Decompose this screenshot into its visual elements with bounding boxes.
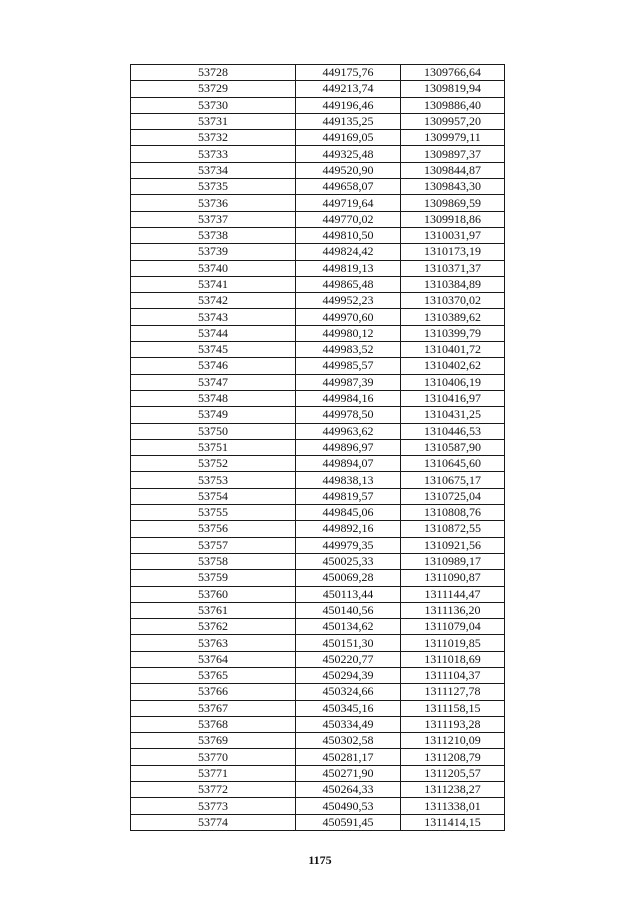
point-number-cell: 53742 (131, 293, 296, 309)
y-coordinate-cell: 1310645,60 (401, 456, 505, 472)
x-coordinate-cell: 449135,25 (296, 113, 401, 129)
y-coordinate-cell: 1310406,19 (401, 374, 505, 390)
point-number-cell: 53753 (131, 472, 296, 488)
point-number-cell: 53744 (131, 325, 296, 341)
point-number-cell: 53734 (131, 162, 296, 178)
y-coordinate-cell: 1311208,79 (401, 749, 505, 765)
point-number-cell: 53767 (131, 700, 296, 716)
table-row (131, 113, 505, 129)
table-row (131, 570, 505, 586)
point-number-cell: 53743 (131, 309, 296, 325)
point-number-cell: 53745 (131, 342, 296, 358)
x-coordinate-cell: 449169,05 (296, 130, 401, 146)
point-number-cell: 53762 (131, 619, 296, 635)
table-row (131, 358, 505, 374)
x-coordinate-cell: 450490,53 (296, 798, 401, 814)
point-number-cell: 53773 (131, 798, 296, 814)
y-coordinate-cell: 1311104,37 (401, 667, 505, 683)
point-number-cell: 53766 (131, 684, 296, 700)
y-coordinate-cell: 1311019,85 (401, 635, 505, 651)
point-number-cell: 53761 (131, 602, 296, 618)
y-coordinate-cell: 1310725,04 (401, 488, 505, 504)
table-row (131, 162, 505, 178)
point-number-cell: 53731 (131, 113, 296, 129)
y-coordinate-cell: 1309918,86 (401, 211, 505, 227)
point-number-cell: 53770 (131, 749, 296, 765)
point-number-cell: 53735 (131, 179, 296, 195)
table-row (131, 309, 505, 325)
point-number-cell: 53729 (131, 81, 296, 97)
x-coordinate-cell: 450220,77 (296, 651, 401, 667)
point-number-cell: 53738 (131, 227, 296, 243)
table-row (131, 325, 505, 341)
point-number-cell: 53755 (131, 505, 296, 521)
y-coordinate-cell: 1310384,89 (401, 276, 505, 292)
x-coordinate-cell: 450271,90 (296, 765, 401, 781)
point-number-cell: 53764 (131, 651, 296, 667)
table-row (131, 211, 505, 227)
x-coordinate-cell: 450264,33 (296, 782, 401, 798)
x-coordinate-cell: 449963,62 (296, 423, 401, 439)
point-number-cell: 53774 (131, 814, 296, 830)
y-coordinate-cell: 1309843,30 (401, 179, 505, 195)
table-row (131, 651, 505, 667)
table-row (131, 667, 505, 683)
table-row (131, 244, 505, 260)
y-coordinate-cell: 1310872,55 (401, 521, 505, 537)
table-row (131, 488, 505, 504)
table-row (131, 423, 505, 439)
y-coordinate-cell: 1310921,56 (401, 537, 505, 553)
table-row (131, 439, 505, 455)
y-coordinate-cell: 1310431,25 (401, 407, 505, 423)
point-number-cell: 53750 (131, 423, 296, 439)
point-number-cell: 53741 (131, 276, 296, 292)
y-coordinate-cell: 1310401,72 (401, 342, 505, 358)
x-coordinate-cell: 450113,44 (296, 586, 401, 602)
table-row (131, 130, 505, 146)
y-coordinate-cell: 1310675,17 (401, 472, 505, 488)
y-coordinate-cell: 1310808,76 (401, 505, 505, 521)
point-number-cell: 53756 (131, 521, 296, 537)
y-coordinate-cell: 1310173,19 (401, 244, 505, 260)
x-coordinate-cell: 449896,97 (296, 439, 401, 455)
table-row (131, 521, 505, 537)
table-row (131, 472, 505, 488)
y-coordinate-cell: 1311144,47 (401, 586, 505, 602)
x-coordinate-cell: 450294,39 (296, 667, 401, 683)
table-row (131, 782, 505, 798)
y-coordinate-cell: 1311238,27 (401, 782, 505, 798)
y-coordinate-cell: 1311018,69 (401, 651, 505, 667)
point-number-cell: 53760 (131, 586, 296, 602)
point-number-cell: 53758 (131, 553, 296, 569)
coordinates-table-body (131, 65, 505, 831)
y-coordinate-cell: 1309897,37 (401, 146, 505, 162)
point-number-cell: 53754 (131, 488, 296, 504)
y-coordinate-cell: 1309886,40 (401, 97, 505, 113)
x-coordinate-cell: 449979,35 (296, 537, 401, 553)
table-row (131, 700, 505, 716)
x-coordinate-cell: 450140,56 (296, 602, 401, 618)
x-coordinate-cell: 450345,16 (296, 700, 401, 716)
x-coordinate-cell: 449213,74 (296, 81, 401, 97)
y-coordinate-cell: 1309979,11 (401, 130, 505, 146)
y-coordinate-cell: 1309819,94 (401, 81, 505, 97)
point-number-cell: 53728 (131, 65, 296, 81)
table-row (131, 260, 505, 276)
x-coordinate-cell: 450025,33 (296, 553, 401, 569)
table-row (131, 635, 505, 651)
y-coordinate-cell: 1310416,97 (401, 390, 505, 406)
point-number-cell: 53740 (131, 260, 296, 276)
x-coordinate-cell: 449719,64 (296, 195, 401, 211)
point-number-cell: 53749 (131, 407, 296, 423)
table-row (131, 276, 505, 292)
table-row (131, 342, 505, 358)
table-row (131, 195, 505, 211)
x-coordinate-cell: 449845,06 (296, 505, 401, 521)
y-coordinate-cell: 1309869,59 (401, 195, 505, 211)
point-number-cell: 53739 (131, 244, 296, 260)
y-coordinate-cell: 1311193,28 (401, 716, 505, 732)
page-number: 1175 (308, 853, 332, 867)
table-row (131, 798, 505, 814)
x-coordinate-cell: 450591,45 (296, 814, 401, 830)
x-coordinate-cell: 450134,62 (296, 619, 401, 635)
x-coordinate-cell: 449980,12 (296, 325, 401, 341)
x-coordinate-cell: 449983,52 (296, 342, 401, 358)
point-number-cell: 53765 (131, 667, 296, 683)
table-row (131, 602, 505, 618)
x-coordinate-cell: 449865,48 (296, 276, 401, 292)
y-coordinate-cell: 1310031,97 (401, 227, 505, 243)
point-number-cell: 53757 (131, 537, 296, 553)
x-coordinate-cell: 449892,16 (296, 521, 401, 537)
y-coordinate-cell: 1310389,62 (401, 309, 505, 325)
table-row (131, 81, 505, 97)
y-coordinate-cell: 1311090,87 (401, 570, 505, 586)
y-coordinate-cell: 1311205,57 (401, 765, 505, 781)
table-row (131, 146, 505, 162)
point-number-cell: 53748 (131, 390, 296, 406)
x-coordinate-cell: 449952,23 (296, 293, 401, 309)
x-coordinate-cell: 449770,02 (296, 211, 401, 227)
point-number-cell: 53730 (131, 97, 296, 113)
table-row (131, 537, 505, 553)
table-row (131, 619, 505, 635)
point-number-cell: 53759 (131, 570, 296, 586)
point-number-cell: 53747 (131, 374, 296, 390)
table-row (131, 390, 505, 406)
x-coordinate-cell: 450302,58 (296, 733, 401, 749)
point-number-cell: 53771 (131, 765, 296, 781)
point-number-cell: 53737 (131, 211, 296, 227)
x-coordinate-cell: 450281,17 (296, 749, 401, 765)
y-coordinate-cell: 1310399,79 (401, 325, 505, 341)
x-coordinate-cell: 449658,07 (296, 179, 401, 195)
x-coordinate-cell: 449520,90 (296, 162, 401, 178)
y-coordinate-cell: 1311210,09 (401, 733, 505, 749)
y-coordinate-cell: 1311338,01 (401, 798, 505, 814)
point-number-cell: 53736 (131, 195, 296, 211)
table-row (131, 716, 505, 732)
x-coordinate-cell: 449984,16 (296, 390, 401, 406)
point-number-cell: 53772 (131, 782, 296, 798)
point-number-cell: 53751 (131, 439, 296, 455)
point-number-cell: 53746 (131, 358, 296, 374)
x-coordinate-cell: 449175,76 (296, 65, 401, 81)
table-row (131, 407, 505, 423)
y-coordinate-cell: 1310989,17 (401, 553, 505, 569)
point-number-cell: 53733 (131, 146, 296, 162)
table-row (131, 179, 505, 195)
table-row (131, 97, 505, 113)
table-row (131, 765, 505, 781)
point-number-cell: 53769 (131, 733, 296, 749)
y-coordinate-cell: 1310446,53 (401, 423, 505, 439)
point-number-cell: 53768 (131, 716, 296, 732)
point-number-cell: 53763 (131, 635, 296, 651)
table-row (131, 293, 505, 309)
y-coordinate-cell: 1311158,15 (401, 700, 505, 716)
x-coordinate-cell: 449196,46 (296, 97, 401, 113)
x-coordinate-cell: 449325,48 (296, 146, 401, 162)
y-coordinate-cell: 1310587,90 (401, 439, 505, 455)
y-coordinate-cell: 1309766,64 (401, 65, 505, 81)
x-coordinate-cell: 450334,49 (296, 716, 401, 732)
y-coordinate-cell: 1310402,62 (401, 358, 505, 374)
y-coordinate-cell: 1311414,15 (401, 814, 505, 830)
point-number-cell: 53752 (131, 456, 296, 472)
point-number-cell: 53732 (131, 130, 296, 146)
x-coordinate-cell: 449819,57 (296, 488, 401, 504)
y-coordinate-cell: 1309957,20 (401, 113, 505, 129)
y-coordinate-cell: 1311136,20 (401, 602, 505, 618)
x-coordinate-cell: 449987,39 (296, 374, 401, 390)
table-row (131, 749, 505, 765)
table-row (131, 814, 505, 830)
table-row (131, 227, 505, 243)
table-row (131, 733, 505, 749)
table-row (131, 374, 505, 390)
x-coordinate-cell: 449978,50 (296, 407, 401, 423)
x-coordinate-cell: 450151,30 (296, 635, 401, 651)
table-row (131, 65, 505, 81)
coordinates-table (130, 64, 505, 831)
table-row (131, 553, 505, 569)
x-coordinate-cell: 449819,13 (296, 260, 401, 276)
table-row (131, 684, 505, 700)
x-coordinate-cell: 449970,60 (296, 309, 401, 325)
y-coordinate-cell: 1309844,87 (401, 162, 505, 178)
x-coordinate-cell: 450069,28 (296, 570, 401, 586)
x-coordinate-cell: 449810,50 (296, 227, 401, 243)
table-row (131, 586, 505, 602)
x-coordinate-cell: 450324,66 (296, 684, 401, 700)
x-coordinate-cell: 449838,13 (296, 472, 401, 488)
x-coordinate-cell: 449894,07 (296, 456, 401, 472)
y-coordinate-cell: 1311079,04 (401, 619, 505, 635)
x-coordinate-cell: 449985,57 (296, 358, 401, 374)
y-coordinate-cell: 1310371,37 (401, 260, 505, 276)
table-row (131, 456, 505, 472)
y-coordinate-cell: 1311127,78 (401, 684, 505, 700)
x-coordinate-cell: 449824,42 (296, 244, 401, 260)
table-row (131, 505, 505, 521)
y-coordinate-cell: 1310370,02 (401, 293, 505, 309)
